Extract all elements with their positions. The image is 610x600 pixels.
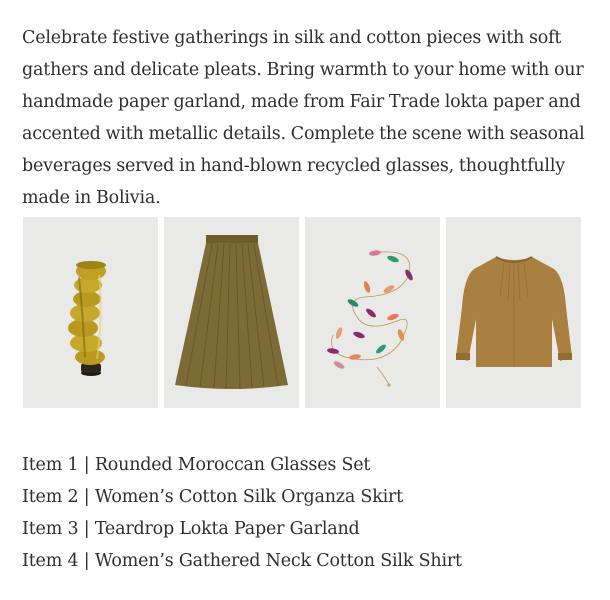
intro-paragraph: Celebrate festive gatherings in silk and cotton pieces with soft gathers and delicate pleats. Bring warmth to your home with our handmade paper garland, made from Fair Trade lokta paper and accented with metallic details. Complete the scene with seasonal beverages served in hand-blown recycled glasses, thoughtfully made in Bolivia. (22, 28, 585, 208)
paper-garland-image (305, 217, 440, 408)
product-image-row (23, 217, 582, 408)
product-tile-4[interactable] (446, 217, 581, 408)
list-item: Item 3 | Teardrop Lokta Paper Garland (22, 519, 360, 539)
product-tile-2[interactable] (164, 217, 299, 408)
pleated-skirt-image (164, 217, 299, 408)
product-tile-3[interactable] (305, 217, 440, 408)
product-tile-1[interactable] (23, 217, 158, 408)
list-item: Item 1 | Rounded Moroccan Glasses Set (22, 455, 371, 475)
list-item: Item 2 | Women’s Cotton Silk Organza Skirt (22, 487, 404, 507)
stacked-glasses-image (23, 217, 158, 408)
list-item: Item 4 | Women’s Gathered Neck Cotton Silk Shirt (22, 551, 462, 571)
item-list (22, 449, 462, 577)
gathered-shirt-image (446, 217, 581, 408)
